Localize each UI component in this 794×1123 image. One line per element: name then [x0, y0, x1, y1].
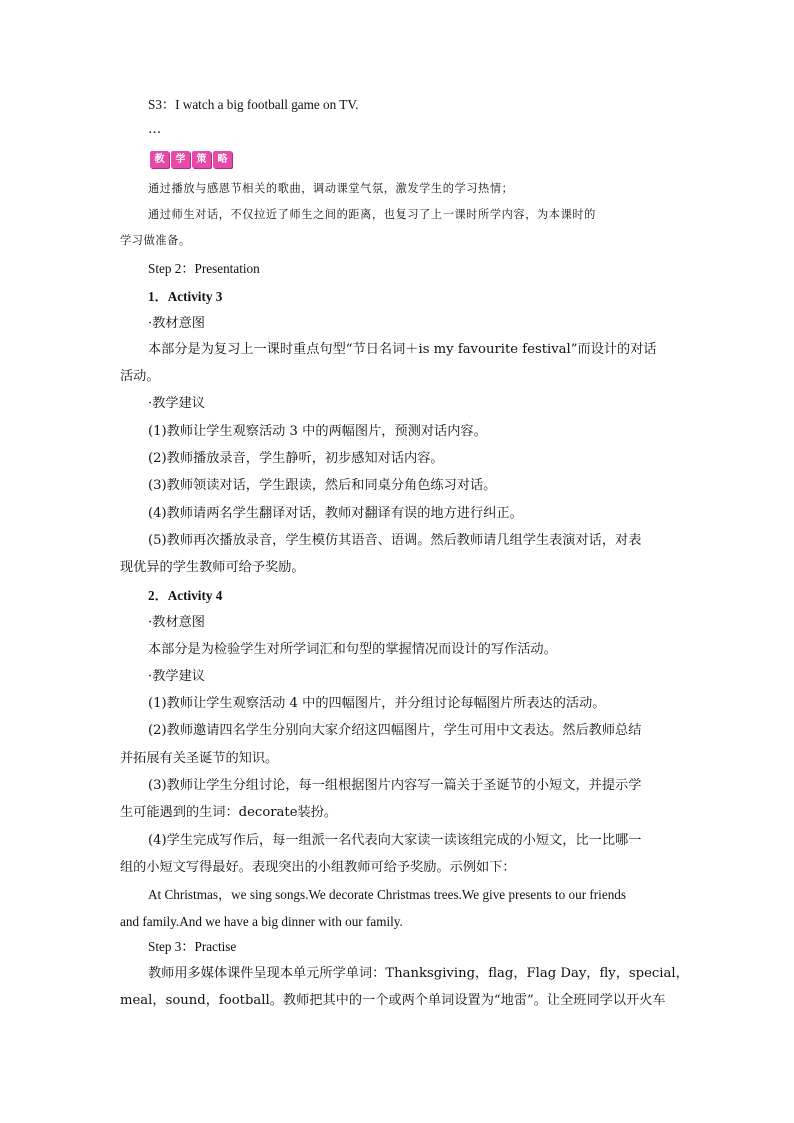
teaching-strategy-badge — [150, 151, 232, 168]
ellipsis: … — [148, 122, 162, 137]
list-item: (1)教师让学生观察活动 3 中的两幅图片，预测对话内容。 — [148, 424, 487, 439]
step-2-heading: Step 2：Presentation — [148, 261, 260, 276]
list-item-continued: 并拓展有关圣诞节的知识。 — [120, 751, 279, 766]
list-item: (4)教师请两名学生翻译对话，教师对翻译有误的地方进行纠正。 — [148, 506, 523, 521]
list-item-continued: 现优异的学生教师可给予奖励。 — [120, 560, 305, 575]
paragraph-line: 教师用多媒体课件呈现本单元所学单词：Thanksgiving，flag，Flag Day，fly，special， — [148, 966, 689, 981]
badge-char: 略 — [213, 151, 232, 168]
list-item-continued: 组的小短文写得最好。表现突出的小组教师可给予奖励。示例如下： — [120, 860, 516, 875]
example-text: At Christmas，we sing songs.We decorate Christmas trees.We give presents to our friends — [148, 887, 627, 902]
list-item: (2)教师邀请四名学生分别向大家介绍这四幅图片，学生可用中文表达。然后教师总结 — [148, 723, 642, 738]
strategy-text-3: 学习做准备。 — [120, 234, 191, 247]
badge-char: 学 — [171, 151, 190, 168]
list-item: (3)教师领读对话，学生跟读，然后和同桌分角色练习对话。 — [148, 478, 497, 493]
list-item: (1)教师让学生观察活动 4 中的四幅图片，并分组讨论每幅图片所表达的活动。 — [148, 696, 606, 711]
paragraph-line: 活动。 — [120, 369, 160, 384]
strategy-text-2: 通过师生对话，不仅拉近了师生之间的距离，也复习了上一课时所学内容，为本课时的 — [148, 208, 596, 221]
strategy-text-1: 通过播放与感恩节相关的歌曲，调动课堂气氛，激发学生的学习热情； — [148, 182, 514, 195]
material-intent-label: ·教材意图 — [148, 316, 205, 331]
material-intent-label: ·教材意图 — [148, 615, 205, 630]
activity-3-heading: 1．Activity 3 — [148, 289, 223, 304]
step-3-heading: Step 3：Practise — [148, 939, 237, 954]
paragraph-line: 本部分是为复习上一课时重点句型“节日名词＋is my favourite festival”而设计的对话 — [148, 342, 657, 357]
dialogue-line-s3: S3：I watch a big football game on TV. — [148, 97, 359, 112]
list-item: (3)教师让学生分组讨论，每一组根据图片内容写一篇关于圣诞节的小短文，并提示学 — [148, 778, 642, 793]
badge-char: 策 — [192, 151, 211, 168]
list-item-continued: 生可能遇到的生词：decorate装扮。 — [120, 805, 338, 820]
list-item: (4)学生完成写作后，每一组派一名代表向大家读一读该组完成的小短文，比一比哪一 — [148, 833, 642, 848]
list-item: (2)教师播放录音，学生静听，初步感知对话内容。 — [148, 451, 444, 466]
teaching-advice-label: ·教学建议 — [148, 396, 205, 411]
paragraph-line: meal，sound，football。教师把其中的一个或两个单词设置为“地雷”。让全班同学以开火车 — [120, 993, 666, 1008]
example-text-continued: and family.And we have a big dinner with our family. — [120, 914, 403, 929]
paragraph-line: 本部分是为检验学生对所学词汇和句型的掌握情况而设计的写作活动。 — [148, 642, 557, 657]
badge-char: 教 — [150, 151, 169, 168]
activity-4-heading: 2．Activity 4 — [148, 588, 223, 603]
teaching-advice-label: ·教学建议 — [148, 669, 205, 684]
list-item: (5)教师再次播放录音，学生模仿其语音、语调。然后教师请几组学生表演对话，对表 — [148, 533, 642, 548]
